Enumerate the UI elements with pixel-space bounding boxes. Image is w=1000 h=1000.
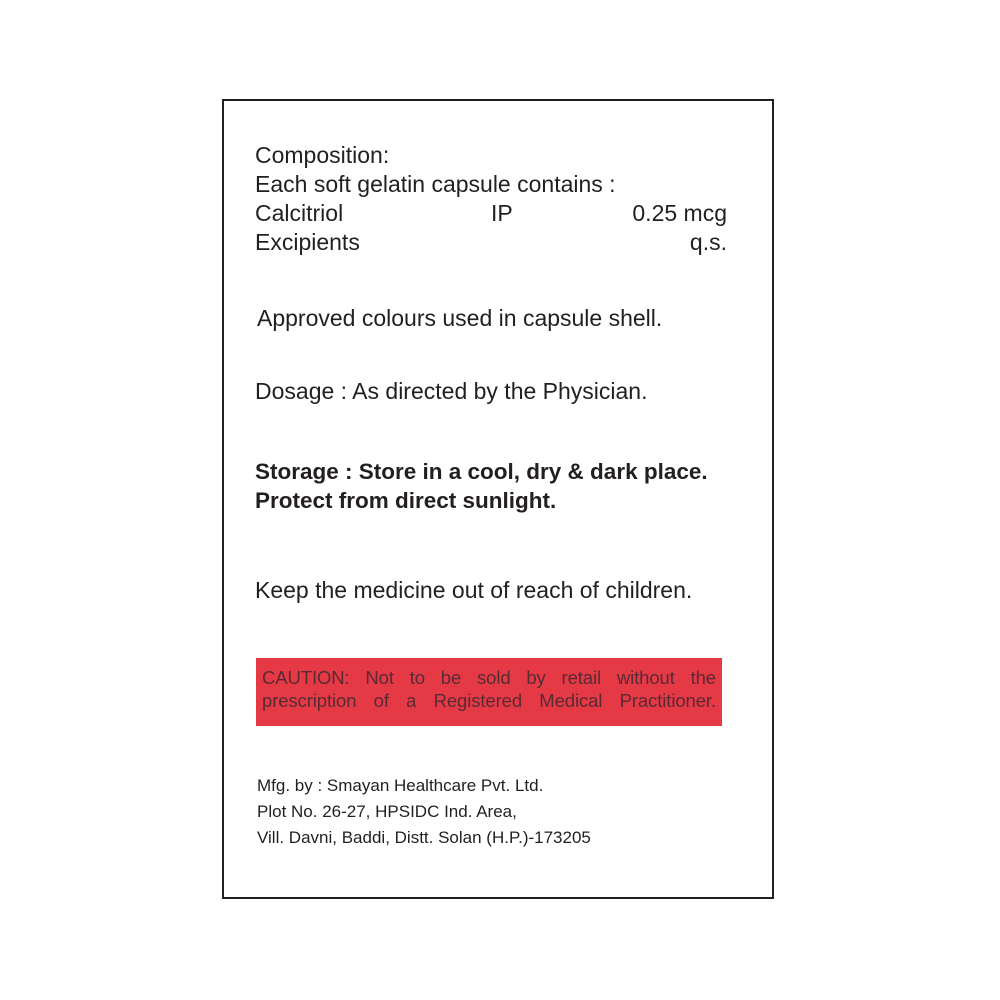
ingredient-quantity: q.s. (689, 229, 727, 255)
manufacturer-line-1: Mfg. by : Smayan Healthcare Pvt. Ltd. (257, 776, 544, 795)
ingredient-name: Excipients (255, 229, 360, 255)
manufacturer-details (257, 773, 591, 851)
caution-line-2: prescription of a Registered Medical Practitioner. (262, 690, 716, 711)
manufacturer-line-2: Plot No. 26-27, HPSIDC Ind. Area, (257, 802, 517, 821)
dosage-text: Dosage : As directed by the Physician. (255, 378, 648, 404)
manufacturer-line-3: Vill. Davni, Baddi, Distt. Solan (H.P.)-173205 (257, 828, 591, 847)
colours-note: Approved colours used in capsule shell. (257, 305, 663, 331)
ingredient-quantity: 0.25 mcg (632, 200, 727, 226)
caution-box (256, 658, 722, 726)
composition-heading: Composition: (255, 142, 390, 168)
composition-row (255, 228, 735, 257)
caution-line-1: CAUTION: Not to be sold by retail without the (262, 667, 716, 688)
keep-away-warning: Keep the medicine out of reach of children. (255, 577, 693, 603)
medicine-label-card (222, 99, 774, 899)
storage-instructions: Storage : Store in a cool, dry & dark place. Protect from direct sunlight. (255, 459, 708, 513)
composition-row (255, 199, 735, 228)
composition-intro: Each soft gelatin capsule contains : (255, 171, 616, 197)
ingredient-standard: IP (491, 200, 513, 226)
ingredient-name: Calcitriol (255, 200, 344, 226)
composition-section (255, 141, 735, 257)
